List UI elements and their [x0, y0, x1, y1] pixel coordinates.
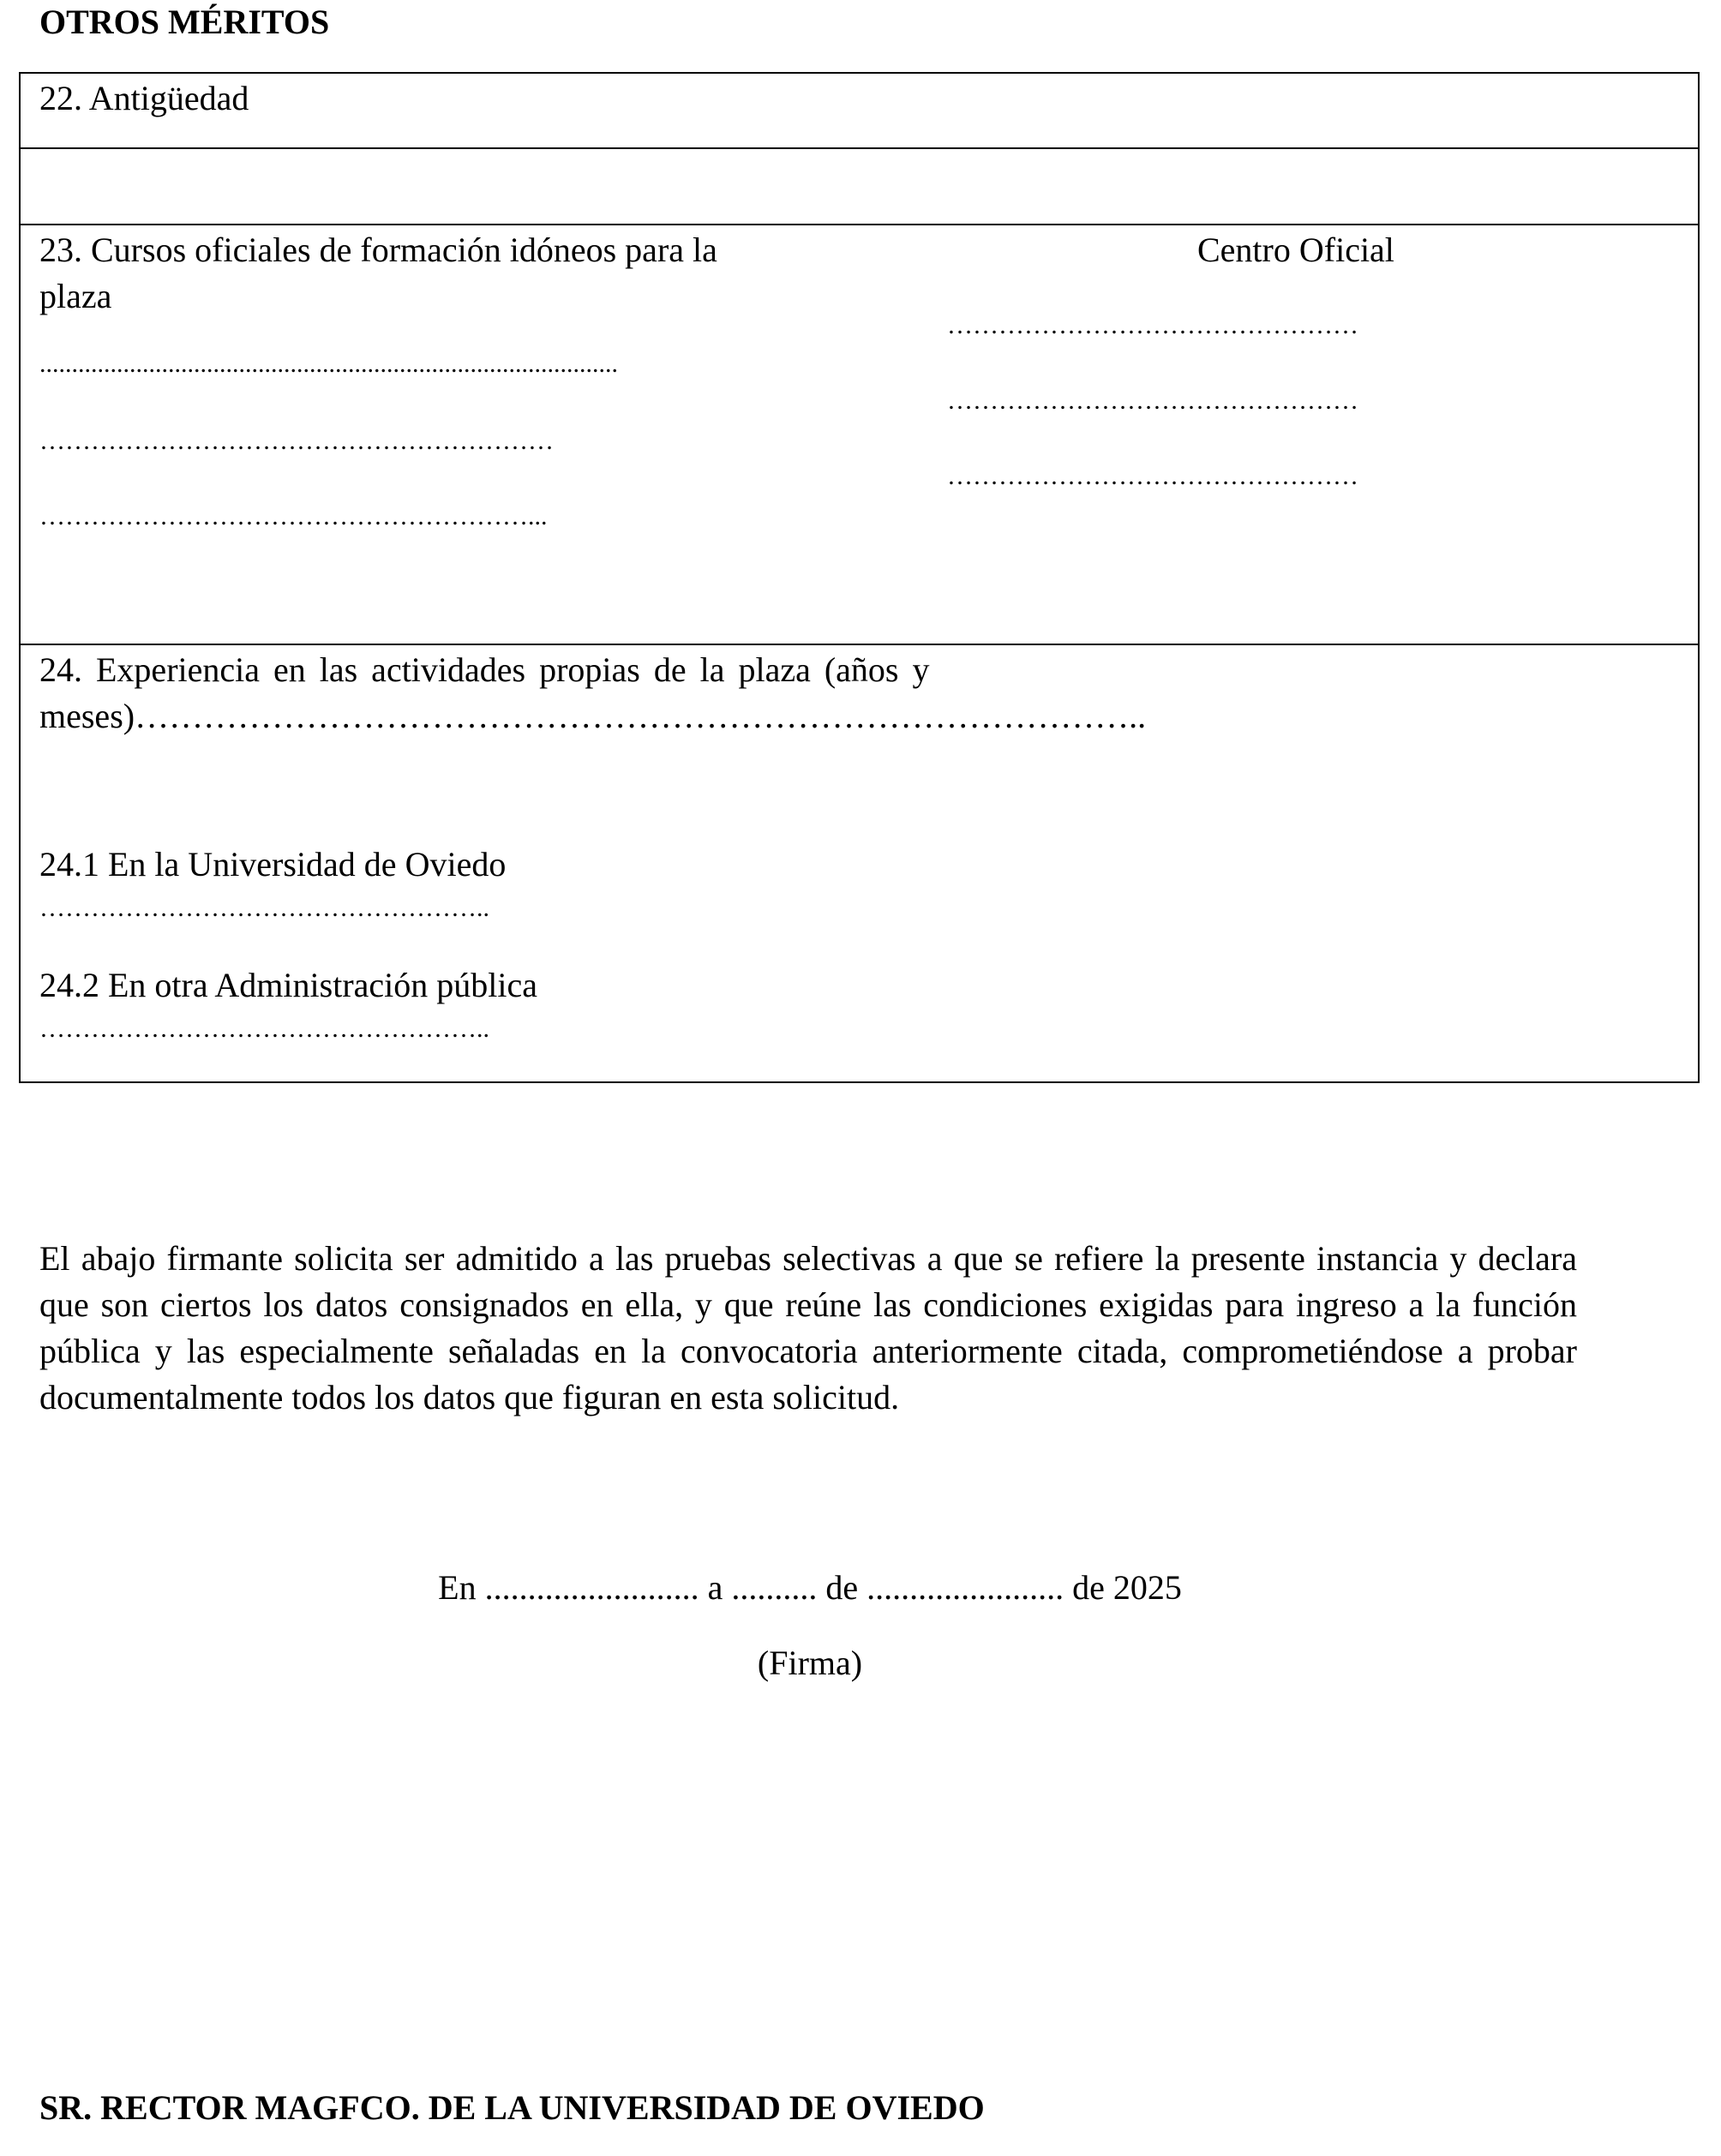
otra-administracion-line[interactable]: …………………………………………….. — [39, 1015, 489, 1043]
centro-line[interactable]: ………………………………………… — [947, 311, 1358, 339]
table-border-left — [19, 73, 21, 1083]
table-border-bottom — [19, 1081, 1700, 1083]
addressee: SR. RECTOR MAGFCO. DE LA UNIVERSIDAD DE OVIEDO — [39, 2088, 985, 2127]
declaration-text: El abajo firmante solicita ser admitido a las pruebas selectivas a que se refiere la presente instancia y declara que son ciertos los datos consignados en ella, y que reúne las condiciones exigidas para ingreso a la función pública y las especialmente señaladas en la convocatoria anteriormente citada, comprometiéndose a probar documentalmente todos los datos que figuran en esta solicitud. — [39, 1239, 1577, 1416]
cursos-label-cont: plaza — [39, 277, 112, 315]
row-divider — [19, 147, 1700, 149]
row-divider — [19, 644, 1700, 645]
row-divider — [19, 224, 1700, 225]
course-line[interactable]: .......................................................................................... — [39, 350, 618, 378]
cursos-label: 23. Cursos oficiales de formación idóneos para la — [39, 231, 717, 269]
date-line[interactable]: En ......................... a .......... de ....................... de 2025 — [438, 1568, 1182, 1607]
antiguedad-label: 22. Antigüedad — [39, 79, 249, 117]
centro-line[interactable]: ………………………………………… — [947, 386, 1358, 415]
course-line[interactable]: …………………………………………………... — [39, 502, 548, 530]
universidad-oviedo-label: 24.1 En la Universidad de Oviedo — [39, 845, 507, 883]
centro-oficial-header: Centro Oficial — [1197, 231, 1394, 269]
table-border-right — [1698, 73, 1700, 1083]
table-border-top — [19, 72, 1700, 74]
universidad-oviedo-line[interactable]: …………………………………………….. — [39, 894, 489, 922]
experiencia-label: 24. Experiencia en las actividades propias de la plaza (años y — [39, 650, 930, 689]
otra-administracion-label: 24.2 En otra Administración pública — [39, 966, 537, 1004]
antiguedad-field[interactable] — [34, 151, 1688, 219]
section-title: OTROS MÉRITOS — [39, 3, 330, 41]
course-line[interactable]: …………………………………………………… — [39, 427, 554, 455]
centro-line[interactable]: ………………………………………… — [947, 462, 1358, 490]
signature-label: (Firma) — [757, 1644, 863, 1682]
experiencia-meses[interactable]: meses)…………………………………………………………………………….. — [39, 697, 1147, 735]
